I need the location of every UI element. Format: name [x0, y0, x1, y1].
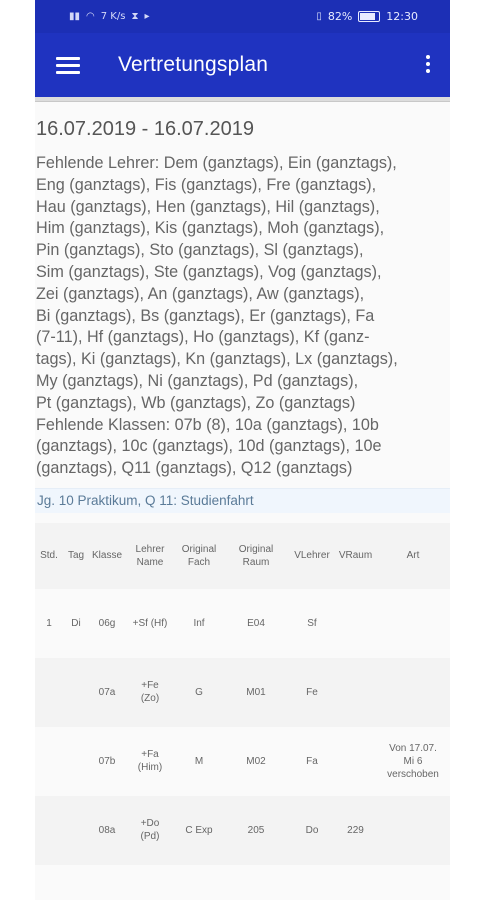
table-cell: Do	[305, 824, 319, 836]
table-row[interactable]	[35, 589, 450, 658]
date-range: 16.07.2019 - 16.07.2019	[36, 118, 254, 140]
table-cell: 07a	[98, 686, 116, 698]
table-cell: M01	[246, 686, 266, 698]
status-icons-right	[316, 10, 418, 23]
column-header: Std.	[40, 550, 58, 562]
app-bar	[35, 33, 450, 97]
notes-line: Bi (ganztags), Bs (ganztags), Er (ganztags), Fa	[36, 306, 375, 325]
notes-line: Eng (ganztags), Fis (ganztags), Fre (ganztags),	[36, 175, 377, 194]
notes-line: Fehlende Lehrer: Dem (ganztags), Ein (ganztags),	[36, 154, 397, 172]
info-banner: Jg. 10 Praktikum, Q 11: Studienfahrt	[35, 488, 450, 513]
notes-line: Him (ganztags), Kis (ganztags), Moh (ganztags),	[36, 219, 385, 238]
hamburger-menu-icon[interactable]	[56, 57, 80, 74]
notes-line: (7-11), Hf (ganztags), Ho (ganztags), Kf (ganz-	[36, 328, 370, 347]
table-cell: +Do (Pd)	[140, 818, 160, 843]
table-cell: +Fa (Him)	[137, 749, 163, 774]
table-cell: E04	[247, 617, 265, 629]
notes-line: Zei (ganztags), An (ganztags), Aw (ganztags),	[36, 284, 365, 303]
table-cell: Sf	[307, 617, 317, 629]
absence-notes	[35, 141, 450, 480]
media-icon: ▸	[144, 11, 150, 22]
notes-line: (ganztags), Q11 (ganztags), Q12 (ganztags)	[36, 459, 353, 478]
table-cell: 08a	[98, 824, 116, 836]
column-header: Klasse	[91, 550, 122, 562]
column-header: Original Raum	[238, 543, 274, 568]
status-icons-left	[69, 11, 150, 22]
battery-percent: 82%	[327, 10, 353, 23]
table-row[interactable]	[35, 658, 450, 727]
table-cell: 205	[247, 824, 265, 836]
column-header: Art	[406, 550, 420, 562]
table-cell: M	[194, 755, 204, 767]
table-cell: Fa	[306, 755, 318, 767]
column-header: VLehrer	[294, 550, 330, 562]
table-cell: Fe	[306, 686, 318, 698]
notes-line: Sim (ganztags), Ste (ganztags), Vog (ganztags),	[36, 262, 382, 281]
more-options-icon[interactable]	[426, 55, 430, 73]
vibrate-icon: ▯	[316, 11, 322, 22]
table-cell: C Exp	[185, 824, 213, 836]
notes-line: Fehlende Klassen: 07b (8), 10a (ganztags), 10b	[36, 415, 379, 434]
table-cell: +Fe (Zo)	[140, 680, 160, 705]
notes-line: (ganztags), 10c (ganztags), 10d (ganztags), 10e	[36, 437, 382, 456]
column-header: VRaum	[338, 550, 373, 562]
table-cell: 07b	[98, 755, 116, 767]
battery-icon	[358, 11, 380, 22]
table-header-row	[35, 523, 450, 589]
notes-line: Hau (ganztags), Hen (ganztags), Hil (ganztags),	[36, 197, 380, 216]
signal-icon: ▮▮	[69, 11, 81, 22]
data-speed-icon: 7 K/s	[100, 11, 126, 22]
table-cell: +Sf (Hf)	[132, 617, 168, 629]
table-cell: Von 17.07. Mi 6 verschoben	[387, 742, 439, 780]
notes-line: tags), Ki (ganztags), Kn (ganztags), Lx (ganztags),	[36, 350, 398, 369]
substitution-table	[35, 523, 450, 865]
table-cell: M02	[246, 755, 266, 767]
table-cell: 06g	[98, 617, 116, 629]
sim-icon: ⧗	[131, 11, 139, 22]
table-row[interactable]	[35, 727, 450, 796]
notes-line: Pt (ganztags), Wb (ganztags), Zo (ganztags)	[36, 393, 356, 412]
wifi-icon: ◠	[86, 11, 95, 22]
table-row[interactable]	[35, 796, 450, 865]
table-cell: Di	[71, 617, 81, 629]
column-header: Original Fach	[181, 543, 217, 568]
table-cell: Inf	[193, 617, 205, 629]
table-cell: 1	[46, 617, 52, 629]
app-screen	[35, 0, 450, 900]
status-bar	[35, 0, 450, 33]
column-header: Tag	[67, 550, 85, 562]
table-cell: G	[195, 686, 203, 698]
column-header: Lehrer Name	[135, 543, 165, 568]
table-cell: 229	[347, 824, 364, 836]
notes-line: My (ganztags), Ni (ganztags), Pd (ganztags),	[36, 371, 359, 390]
notes-line: Pin (ganztags), Sto (ganztags), Sl (ganztags),	[36, 241, 364, 260]
page-title: Vertretungsplan	[118, 53, 269, 76]
clock: 12:30	[386, 10, 418, 23]
